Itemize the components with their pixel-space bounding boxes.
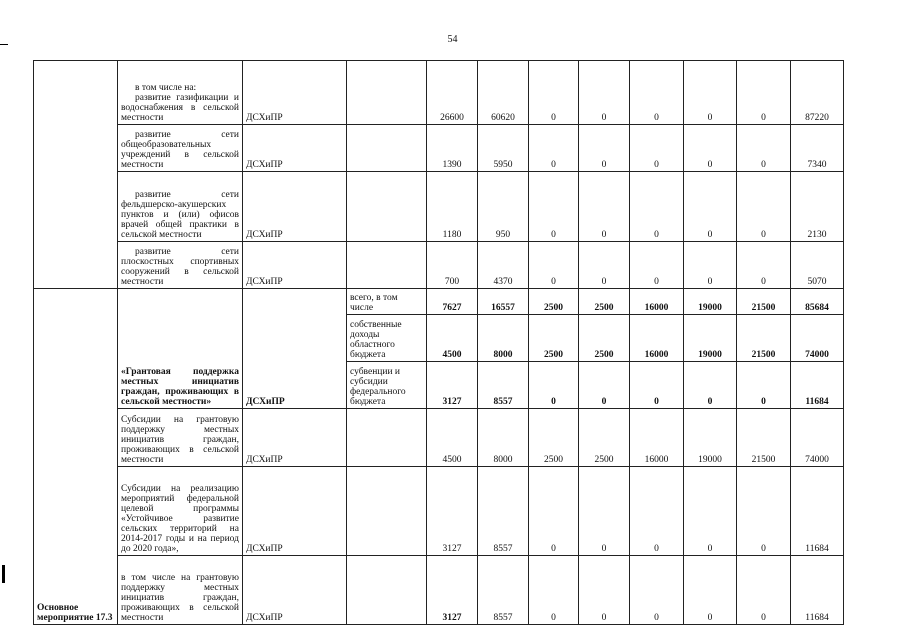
value-cell: 3127: [427, 556, 478, 625]
value-cell: 0: [684, 556, 737, 625]
value-cell: 2500: [529, 315, 579, 362]
row-description: развитие сети фельдшерско-акушерских пунктов и (или) офисов врачей общей практики в сельской местности: [118, 172, 243, 242]
value-cell: 0: [737, 172, 791, 242]
value-cell: 0: [529, 61, 579, 125]
event-title: «Грантовая поддержка местных инициатив граждан, проживающих в сельской местности»: [118, 289, 243, 409]
value-cell: 0: [737, 556, 791, 625]
row-description: в том числе на грантовую поддержку местных инициатив граждан, проживающих в сельской местности: [118, 556, 243, 625]
value-cell: 0: [737, 242, 791, 289]
executor-cell: ДСХиПР: [243, 125, 347, 172]
value-cell: 7627: [427, 289, 478, 315]
value-cell: 0: [630, 467, 684, 556]
total-cell: 7340: [791, 125, 844, 172]
value-cell: 0: [529, 467, 579, 556]
value-cell: 0: [529, 172, 579, 242]
value-cell: 0: [579, 467, 630, 556]
value-cell: 0: [684, 61, 737, 125]
value-cell: 0: [630, 125, 684, 172]
value-cell: 16000: [630, 289, 684, 315]
value-cell: 21500: [737, 289, 791, 315]
source-cell: [347, 467, 427, 556]
table-row: [34, 125, 844, 172]
value-cell: 0: [737, 362, 791, 409]
total-cell: 74000: [791, 315, 844, 362]
value-cell: 16000: [630, 315, 684, 362]
row-description: развитие сети общеобразовательных учреждений в сельской местности: [118, 125, 243, 172]
total-cell: 85684: [791, 289, 844, 315]
value-cell: 2500: [579, 289, 630, 315]
row-description: [118, 61, 243, 125]
total-cell: 11684: [791, 362, 844, 409]
value-cell: 19000: [684, 289, 737, 315]
value-cell: 0: [579, 172, 630, 242]
scan-edge-mark: [2, 565, 5, 583]
row-description-main: развитие газификации и водоснабжения в сельской местности: [121, 93, 239, 123]
value-cell: 0: [684, 172, 737, 242]
row-description: развитие сети плоскостных спортивных сооружений в сельской местности: [118, 242, 243, 289]
total-cell: 11684: [791, 556, 844, 625]
executor-cell: ДСХиПР: [243, 61, 347, 125]
scan-edge-mark: [0, 44, 8, 45]
value-cell: 21500: [737, 315, 791, 362]
value-cell: 2500: [579, 315, 630, 362]
value-cell: 5950: [478, 125, 529, 172]
source-cell: [347, 556, 427, 625]
value-cell: 2500: [579, 409, 630, 467]
source-cell: [347, 61, 427, 125]
value-cell: 60620: [478, 61, 529, 125]
value-cell: 16557: [478, 289, 529, 315]
value-cell: 0: [529, 242, 579, 289]
value-cell: 0: [579, 362, 630, 409]
value-cell: 0: [529, 362, 579, 409]
value-cell: 3127: [427, 467, 478, 556]
value-cell: 0: [630, 362, 684, 409]
value-cell: 0: [630, 242, 684, 289]
value-cell: 0: [579, 556, 630, 625]
table-row: [34, 409, 844, 467]
value-cell: 8000: [478, 409, 529, 467]
value-cell: 0: [529, 125, 579, 172]
value-cell: 19000: [684, 315, 737, 362]
value-cell: 2500: [529, 409, 579, 467]
executor-cell: ДСХиПР: [243, 242, 347, 289]
value-cell: 3127: [427, 362, 478, 409]
executor-cell: ДСХиПР: [243, 409, 347, 467]
value-cell: 0: [684, 362, 737, 409]
value-cell: 1390: [427, 125, 478, 172]
value-cell: 0: [737, 125, 791, 172]
value-cell: 0: [684, 467, 737, 556]
table-row: [34, 467, 844, 556]
total-cell: 11684: [791, 467, 844, 556]
executor-cell: ДСХиПР: [243, 467, 347, 556]
source-cell: [347, 125, 427, 172]
value-cell: 21500: [737, 409, 791, 467]
value-cell: 0: [529, 556, 579, 625]
value-cell: 26600: [427, 61, 478, 125]
table-row: [34, 242, 844, 289]
value-cell: 4500: [427, 409, 478, 467]
source-cell: субвенции и субсидии федерального бюджета: [347, 362, 427, 409]
value-cell: 700: [427, 242, 478, 289]
value-cell: 0: [630, 556, 684, 625]
table-row: [34, 172, 844, 242]
value-cell: 16000: [630, 409, 684, 467]
value-cell: 1180: [427, 172, 478, 242]
executor-cell: ДСХиПР: [243, 556, 347, 625]
value-cell: 0: [684, 242, 737, 289]
source-cell: [347, 242, 427, 289]
value-cell: 4370: [478, 242, 529, 289]
value-cell: 0: [630, 61, 684, 125]
row-description: Субсидии на реализацию мероприятий федеральной целевой программы «Устойчивое развитие сельских территорий на 2014-2017 годы и на период до 2020 года»,: [118, 467, 243, 556]
value-cell: 8557: [478, 362, 529, 409]
source-cell: всего, в том числе: [347, 289, 427, 315]
empty-label-cell: [34, 61, 118, 289]
total-cell: 5070: [791, 242, 844, 289]
table-row: [34, 61, 844, 125]
value-cell: 0: [737, 467, 791, 556]
row-description: Субсидии на грантовую поддержку местных инициатив граждан, проживающих в сельской местности: [118, 409, 243, 467]
value-cell: 8000: [478, 315, 529, 362]
value-cell: 0: [630, 172, 684, 242]
row-description-intro: в том числе на:: [135, 83, 197, 93]
executor-cell: ДСХиПР: [243, 172, 347, 242]
total-cell: 2130: [791, 172, 844, 242]
value-cell: 4500: [427, 315, 478, 362]
value-cell: 0: [684, 125, 737, 172]
value-cell: 8557: [478, 467, 529, 556]
total-cell: 74000: [791, 409, 844, 467]
source-cell: [347, 409, 427, 467]
event-label: Основное мероприятие 17.3: [34, 289, 118, 625]
source-cell: [347, 172, 427, 242]
table-row: [34, 289, 844, 315]
value-cell: 2500: [529, 289, 579, 315]
value-cell: 8557: [478, 556, 529, 625]
source-cell: собственные доходы областного бюджета: [347, 315, 427, 362]
value-cell: 0: [737, 61, 791, 125]
total-cell: 87220: [791, 61, 844, 125]
executor-cell: ДСХиПР: [243, 289, 347, 409]
page-number: 54: [447, 34, 458, 45]
value-cell: 19000: [684, 409, 737, 467]
value-cell: 0: [579, 125, 630, 172]
value-cell: 0: [579, 242, 630, 289]
table-row: [34, 556, 844, 625]
budget-table: [33, 60, 844, 625]
value-cell: 0: [579, 61, 630, 125]
value-cell: 950: [478, 172, 529, 242]
